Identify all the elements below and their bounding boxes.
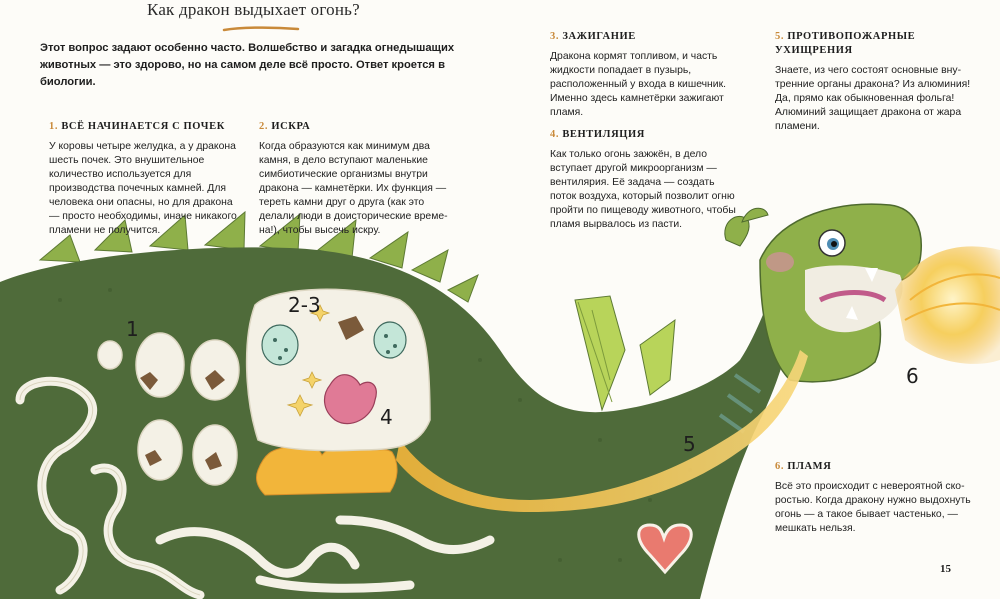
page-title: Как дракон выдыхает огонь? xyxy=(147,0,360,19)
label-4: 4 xyxy=(380,405,393,429)
section-heading: 4. ВЕНТИЛЯЦИЯ xyxy=(550,129,645,140)
section-fireproofing xyxy=(775,30,975,134)
section-flame xyxy=(775,460,975,536)
label-2-3: 2-3 xyxy=(288,293,321,317)
title-underline xyxy=(222,26,300,32)
page-number: 15 xyxy=(940,563,951,575)
label-5: 5 xyxy=(683,432,696,456)
section-heading: 1. ВСЁ НАЧИНАЕТСЯ С ПОЧЕК xyxy=(49,121,225,132)
section-heading: 5. ПРОТИВОПОЖАРНЫЕ УХИЩРЕНИЯ xyxy=(775,31,916,56)
section-heading: 6. ПЛАМЯ xyxy=(775,461,832,472)
section-text: У коровы четыре желудка, а у дракона шесть почек. Это внушительное количество используется для производства почечных камней. Для человека они опасны, но для дракона — просто необходимы, иначе никакого пламени не получится. xyxy=(49,141,237,236)
section-text: Когда образуются как минимум два камня, в дело вступают маленькие симбиотические организмы внутри дракона — камнетёрки. Их функция — тереть камни друг о друга (как это делали люди в доисторические времена!), чтобы высечь искру. xyxy=(259,141,448,236)
stomach-chamber xyxy=(247,289,430,450)
wings xyxy=(575,296,675,410)
section-text: Дракона кормят топливом, и часть жидкости попадает в пузырь, расположенный у входа в кишечник. Именно здесь камнетёрки зажигают пламя. xyxy=(550,51,727,118)
label-1: 1 xyxy=(126,317,139,341)
section-ventilation xyxy=(550,128,740,232)
label-6: 6 xyxy=(906,364,919,388)
section-heading: 3. ЗАЖИГАНИЕ xyxy=(550,31,636,42)
section-spark xyxy=(259,120,455,238)
intro-paragraph: Этот вопрос задают особенно часто. Волшебство и загадка огнедышащих животных — это здорово, но на самом деле всё просто. Ответ кроется в биологии. xyxy=(40,42,455,88)
section-kidneys xyxy=(49,120,244,238)
section-text: Знаете, из чего состоят основные внутренние органы дракона? Из алюминия! Да, прямо как обыкновенная фольга! Алюминий защищает дракона от жара пламени. xyxy=(775,65,971,132)
section-ignition xyxy=(550,30,740,120)
section-heading: 2. ИСКРА xyxy=(259,121,311,132)
section-text: Как только огонь зажжён, в дело вступает другой микроорганизм — вентилярия. Её задача — создать поток воздуха, который позволит огню пройти по пищеводу животного, чтобы пламя вырвалось из пасти. xyxy=(550,149,736,230)
section-text: Всё это происходит с невероятной скоростью. Когда дракону нужно выдохнуть огонь — а такое бывает частенько, — мешкать нельзя. xyxy=(775,481,971,534)
